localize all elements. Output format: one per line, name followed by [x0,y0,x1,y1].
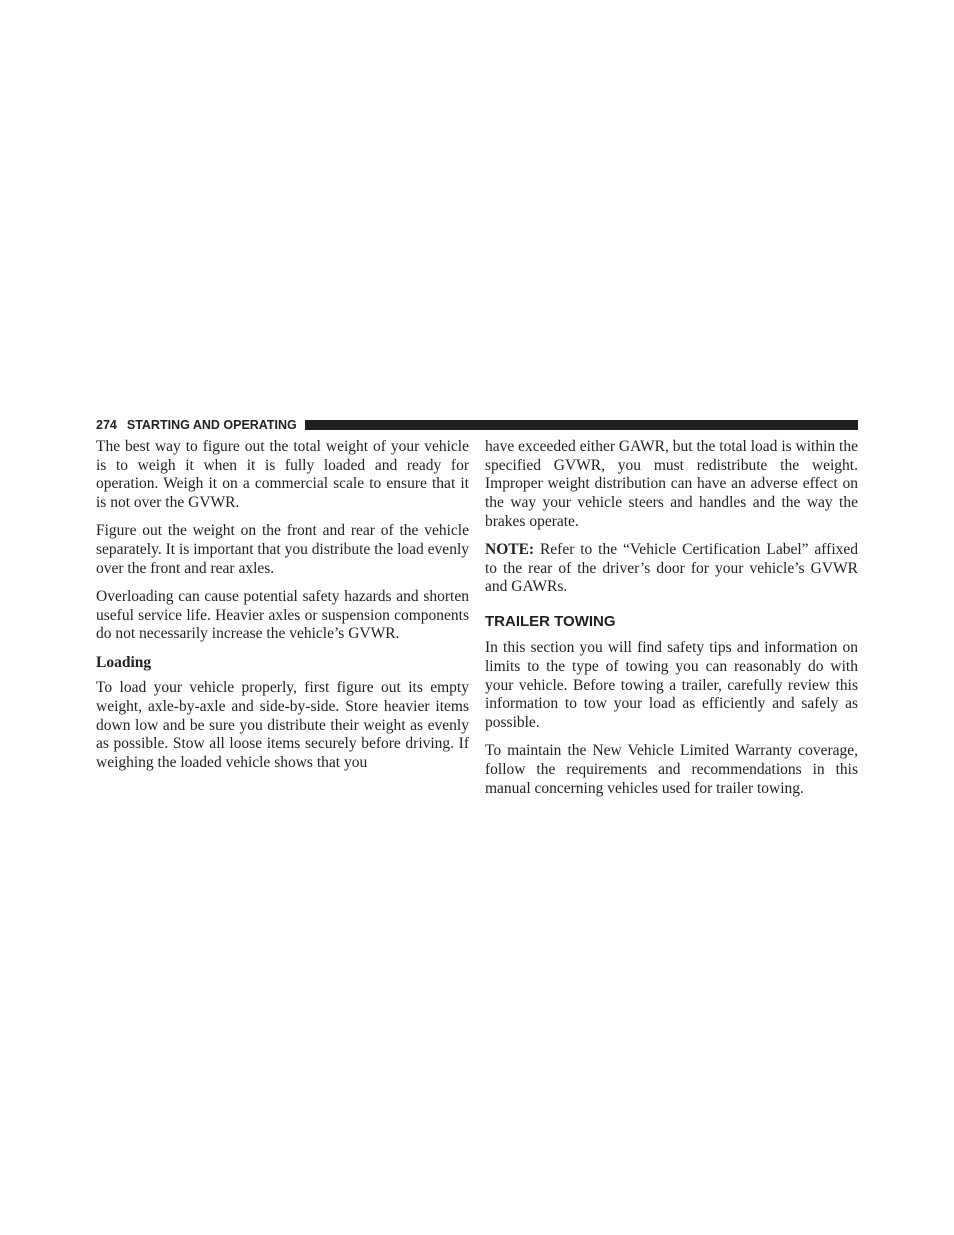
note-paragraph [485,541,858,597]
paragraph-overloading: Overloading can cause potential safety hazards and shorten useful service life. Heavier axles or suspension components do not necessarily increase the vehicle’s GVWR. [96,587,469,643]
left-column [96,438,469,782]
heading-trailer-towing: TRAILER TOWING [485,613,616,631]
subheading-loading: Loading [96,653,152,671]
note-text: Refer to the “Vehicle Certification Label” affixed to the rear of the driver’s door for your vehicle’s GVWR and GAWRs. [485,541,858,596]
section-title: STARTING AND OPERATING [126,418,297,432]
paragraph-safety-tips: In this section you will find safety tips and information on limits to the type of towing you can reasonably do with your vehicle. Before towing a trailer, carefully review this information to tow your load as efficiently and safely as possible. [485,639,858,731]
paragraph-total-weight: The best way to figure out the total weight of your vehicle is to weigh it when it is fully loaded and ready for operation. Weigh it on a commercial scale to ensure that it is not over the GVWR. [96,438,469,512]
page-header [96,416,858,434]
header-rule [305,420,858,430]
paragraph-front-rear: Figure out the weight on the front and rear of the vehicle separately. It is important that you distribute the load evenly over the front and rear axles. [96,522,469,577]
page-number: 274 [96,418,117,432]
right-column [485,438,858,808]
paragraph-exceeded: have exceeded either GAWR, but the total load is within the specified GVWR, you must redistribute the weight. Improper weight distribution can have an adverse effect on the way your vehicle steers and handles and the way the brakes operate. [485,438,858,530]
paragraph-loading: To load your vehicle properly, first figure out its empty weight, axle-by-axle and side-by-side. Store heavier items down low and be sure you distribute their weight as evenly as possible. Stow all loose items securely before driving. If weighing the loaded vehicle shows that you [96,679,469,772]
paragraph-warranty: To maintain the New Vehicle Limited Warranty coverage, follow the requirements and recommendations in this manual concerning vehicles used for trailer towing. [485,742,858,797]
note-label: NOTE: [485,541,535,559]
